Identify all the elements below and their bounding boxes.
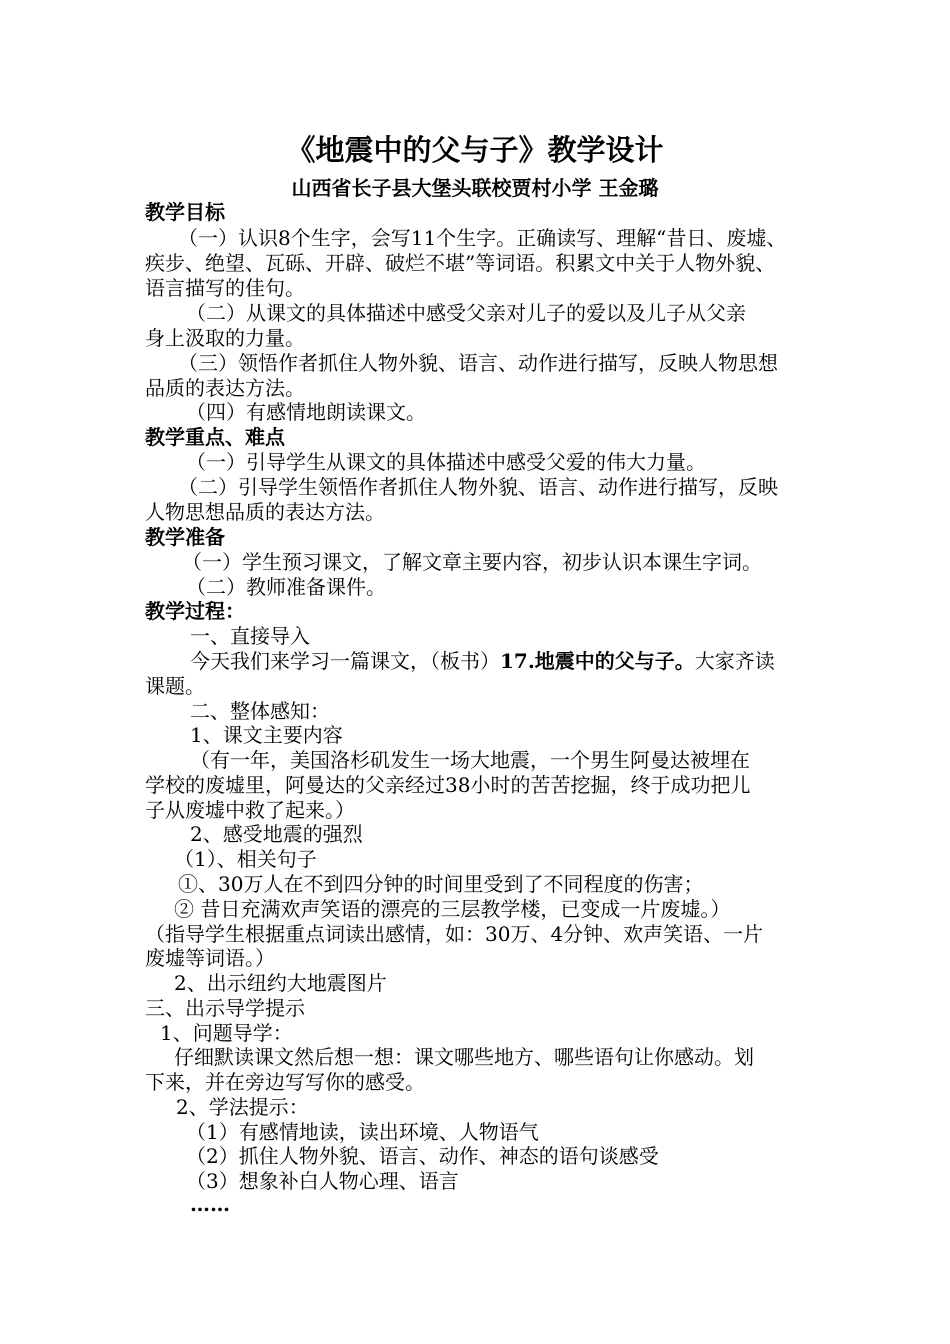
key-points-line: 人物思想品质的表达方法。: [145, 500, 385, 524]
process-paragraph: 学校的废墟里，阿曼达的父亲经过38小时的苦苦挖掘，终于成功把儿: [145, 773, 751, 797]
process-paragraph: 废墟等词语。）: [145, 946, 275, 970]
process-item: （1）、相关句子: [174, 847, 317, 871]
process-substep: 1、课文主要内容: [190, 723, 343, 747]
objectives-line: 语言描写的佳句。: [145, 276, 305, 300]
section-heading-process: 教学过程：: [145, 599, 245, 623]
document-author: 山西省长子县大堡头联校贾村小学 王金璐: [291, 176, 659, 200]
section-heading-objectives: 教学目标: [145, 200, 225, 224]
process-paragraph: 仔细默读课文然后想一想：课文哪些地方、哪些语句让你感动。划: [174, 1045, 754, 1069]
process-substep: 2、学法提示：: [176, 1095, 309, 1119]
process-paragraph: （有一年，美国洛杉矶发生一场大地震，一个男生阿曼达被埋在: [190, 748, 750, 772]
objectives-line: 身上汲取的力量。: [145, 326, 305, 350]
objectives-line: （一）认识8个生字，会写11个生字。正确读写、理解“昔日、废墟、: [178, 226, 787, 250]
process-paragraph: [190, 649, 775, 673]
process-text: 大家齐读: [694, 649, 775, 673]
process-step-heading: 一、直接导入: [190, 624, 310, 648]
objectives-line: 品质的表达方法。: [145, 376, 305, 400]
process-ellipsis: ……: [190, 1192, 230, 1216]
process-paragraph: （指导学生根据重点词读出感情，如：30万、4分钟、欢声笑语、一片: [145, 922, 764, 946]
objectives-line: （四）有感情地朗读课文。: [186, 400, 426, 424]
objectives-line: 疾步、绝望、瓦砾、开辟、破烂不堪”等词语。积累文中关于人物外貌、: [145, 251, 776, 275]
key-points-line: （一）引导学生从课文的具体描述中感受父爱的伟大力量。: [186, 450, 706, 474]
process-paragraph: 课题。: [145, 674, 205, 698]
process-substep: 1、问题导学：: [160, 1021, 293, 1045]
section-heading-key-points: 教学重点、难点: [145, 425, 285, 449]
process-substep: 2、出示纽约大地震图片: [174, 971, 387, 995]
process-paragraph: 下来，并在旁边写写你的感受。: [145, 1070, 425, 1094]
lesson-title-board: 17.地震中的父与子。: [500, 649, 695, 673]
process-substep: 2、感受地震的强烈: [190, 822, 363, 846]
process-item: （1）有感情地读，读出环境、人物语气: [186, 1120, 539, 1144]
process-item: （3）想象补白人物心理、语言: [186, 1169, 459, 1193]
process-text: 今天我们来学习一篇课文，（板书）: [190, 649, 500, 673]
process-item: ② 昔日充满欢声笑语的漂亮的三层教学楼，已变成一片废墟。）: [174, 897, 731, 921]
preparation-line: （一）学生预习课文，了解文章主要内容，初步认识本课生字词。: [182, 550, 762, 574]
process-step-heading: 二、整体感知：: [190, 699, 330, 723]
preparation-line: （二）教师准备课件。: [186, 575, 386, 599]
process-item: （2）抓住人物外貌、语言、动作、神态的语句谈感受: [186, 1144, 659, 1168]
document-title: 《地震中的父与子》教学设计: [286, 133, 664, 167]
process-item: ①、30万人在不到四分钟的时间里受到了不同程度的伤害；: [178, 872, 704, 896]
key-points-line: （二）引导学生领悟作者抓住人物外貌、语言、动作进行描写，反映: [178, 475, 778, 499]
process-step-heading: 三、出示导学提示: [145, 996, 305, 1020]
objectives-line: （二）从课文的具体描述中感受父亲对儿子的爱以及儿子从父亲: [186, 301, 746, 325]
objectives-line: （三）领悟作者抓住人物外貌、语言、动作进行描写，反映人物思想: [178, 351, 778, 375]
process-paragraph: 子从废墟中救了起来。）: [145, 798, 355, 822]
section-heading-preparation: 教学准备: [145, 525, 225, 549]
